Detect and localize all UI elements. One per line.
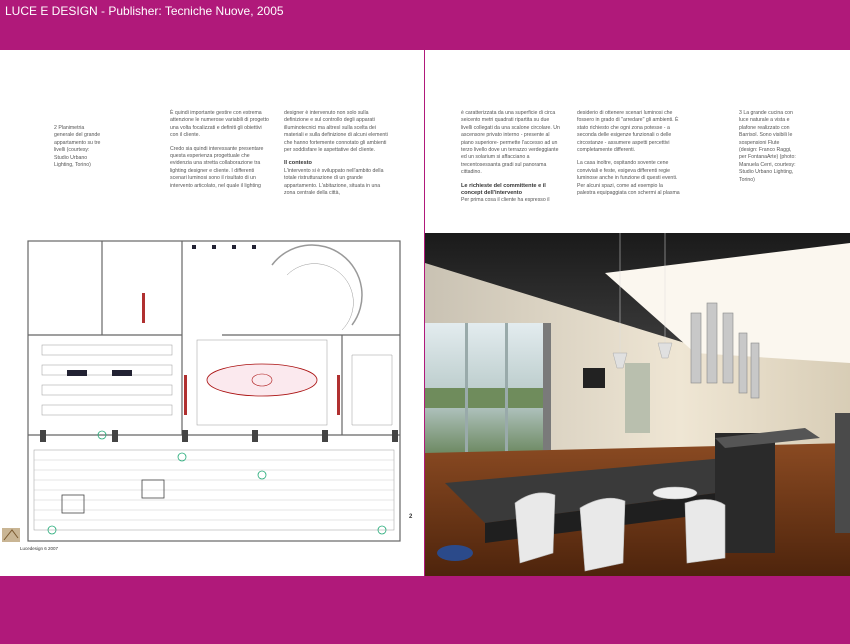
plan-caption-text: 2 Planimetria generale del grande appartamento su tre livelli (courtesy: Studio Urbano Lighting, Torino)	[54, 125, 101, 169]
floor-plan-drawing	[22, 235, 404, 560]
title-bar	[0, 0, 850, 50]
photo-caption	[739, 110, 799, 190]
left-column-2	[284, 110, 389, 203]
right-col2-para1: desiderio di ottenere scenari luminosi che fossero in grado di "arredare" gli ambienti. È stato richiesto che ogni zona potesse - a seconda delle esigenze funzionali o delle circostanze - assumere aspetti percettivi completamente differenti.	[577, 110, 679, 154]
photo-caption-text: 3 La grande cucina con luce naturale a vista e plafone realizzato con Barrisol. Sono visibili le sospensioni Flute (design: Franco Raggi, per FontanaArte) (photo: Manuela Cerri, courtesy: Studio Urbano Lighting, Torino)	[739, 110, 796, 183]
footer-issue: Lucedesign 6 2007	[20, 546, 59, 551]
kitchen-photo	[425, 233, 850, 576]
right-col1-heading: Le richieste del committente e il concept dell'intervento	[461, 182, 546, 197]
magazine-spread	[0, 50, 850, 576]
magazine-logo-thumbnail	[2, 528, 42, 558]
left-col1-para1: È quindi importante gestire con estrema attenzione le numerose variabili di progetto una volta focalizzati e definiti gli obiettivi con il cliente.	[170, 110, 269, 139]
left-col2-heading: Il contesto	[284, 160, 312, 167]
right-column-1	[461, 110, 561, 211]
right-col1-para1: è caratterizzata da una superficie di circa seicento metri quadrati ripartita su due livelli collegati da una scalone circolare. Un ascensore privato interno - presente al piano superiore- permette l'accesso ad un terzo livello dove un terrazzo verdeggiante ed un solarium si affacciano a trecentosessanta gradi sul panorama cittadino.	[461, 110, 560, 176]
right-col2-para2: La casa inoltre, ospitando sovente cene conviviali e feste, esigeva differenti regie luminose anche in funzione di questi eventi. Per alcuni spazi, come ad esempio la palestra equipaggiata con schermi al plasma	[577, 160, 680, 197]
left-col1-para2: Credo sia quindi interessante presentare questa esperienza progettuale che evidenzia una stretta collaborazione tra lighting designer e cliente. I differenti scenari luminosi sono il risultato di un intervento articolato, nel quale il lighting	[170, 145, 264, 189]
page-number: 2	[409, 514, 413, 520]
bottom-bar	[0, 576, 850, 644]
left-col2-para2: L'intervento si è sviluppato nell'ambito della totale ristrutturazione di un grande appartamento. L'abitazione, situata in una zona centrale della città,	[284, 167, 384, 197]
window-title: LUCE E DESIGN - Publisher: Tecniche Nuove, 2005	[5, 4, 284, 18]
plan-caption	[54, 125, 104, 175]
left-col2-para1: designer è intervenuto non solo sulla definizione e sul controllo degli apparati illuminotecnici ma altresì sulla scelta dei materiali e sulla definizione di alcuni elementi che hanno fortemente connotato gli ambienti per soddisfare le aspettative del cliente.	[284, 110, 388, 154]
right-column-2	[577, 110, 682, 203]
right-col1-para2: Per prima cosa il cliente ha espresso il	[461, 197, 550, 204]
left-column-1	[170, 110, 270, 196]
